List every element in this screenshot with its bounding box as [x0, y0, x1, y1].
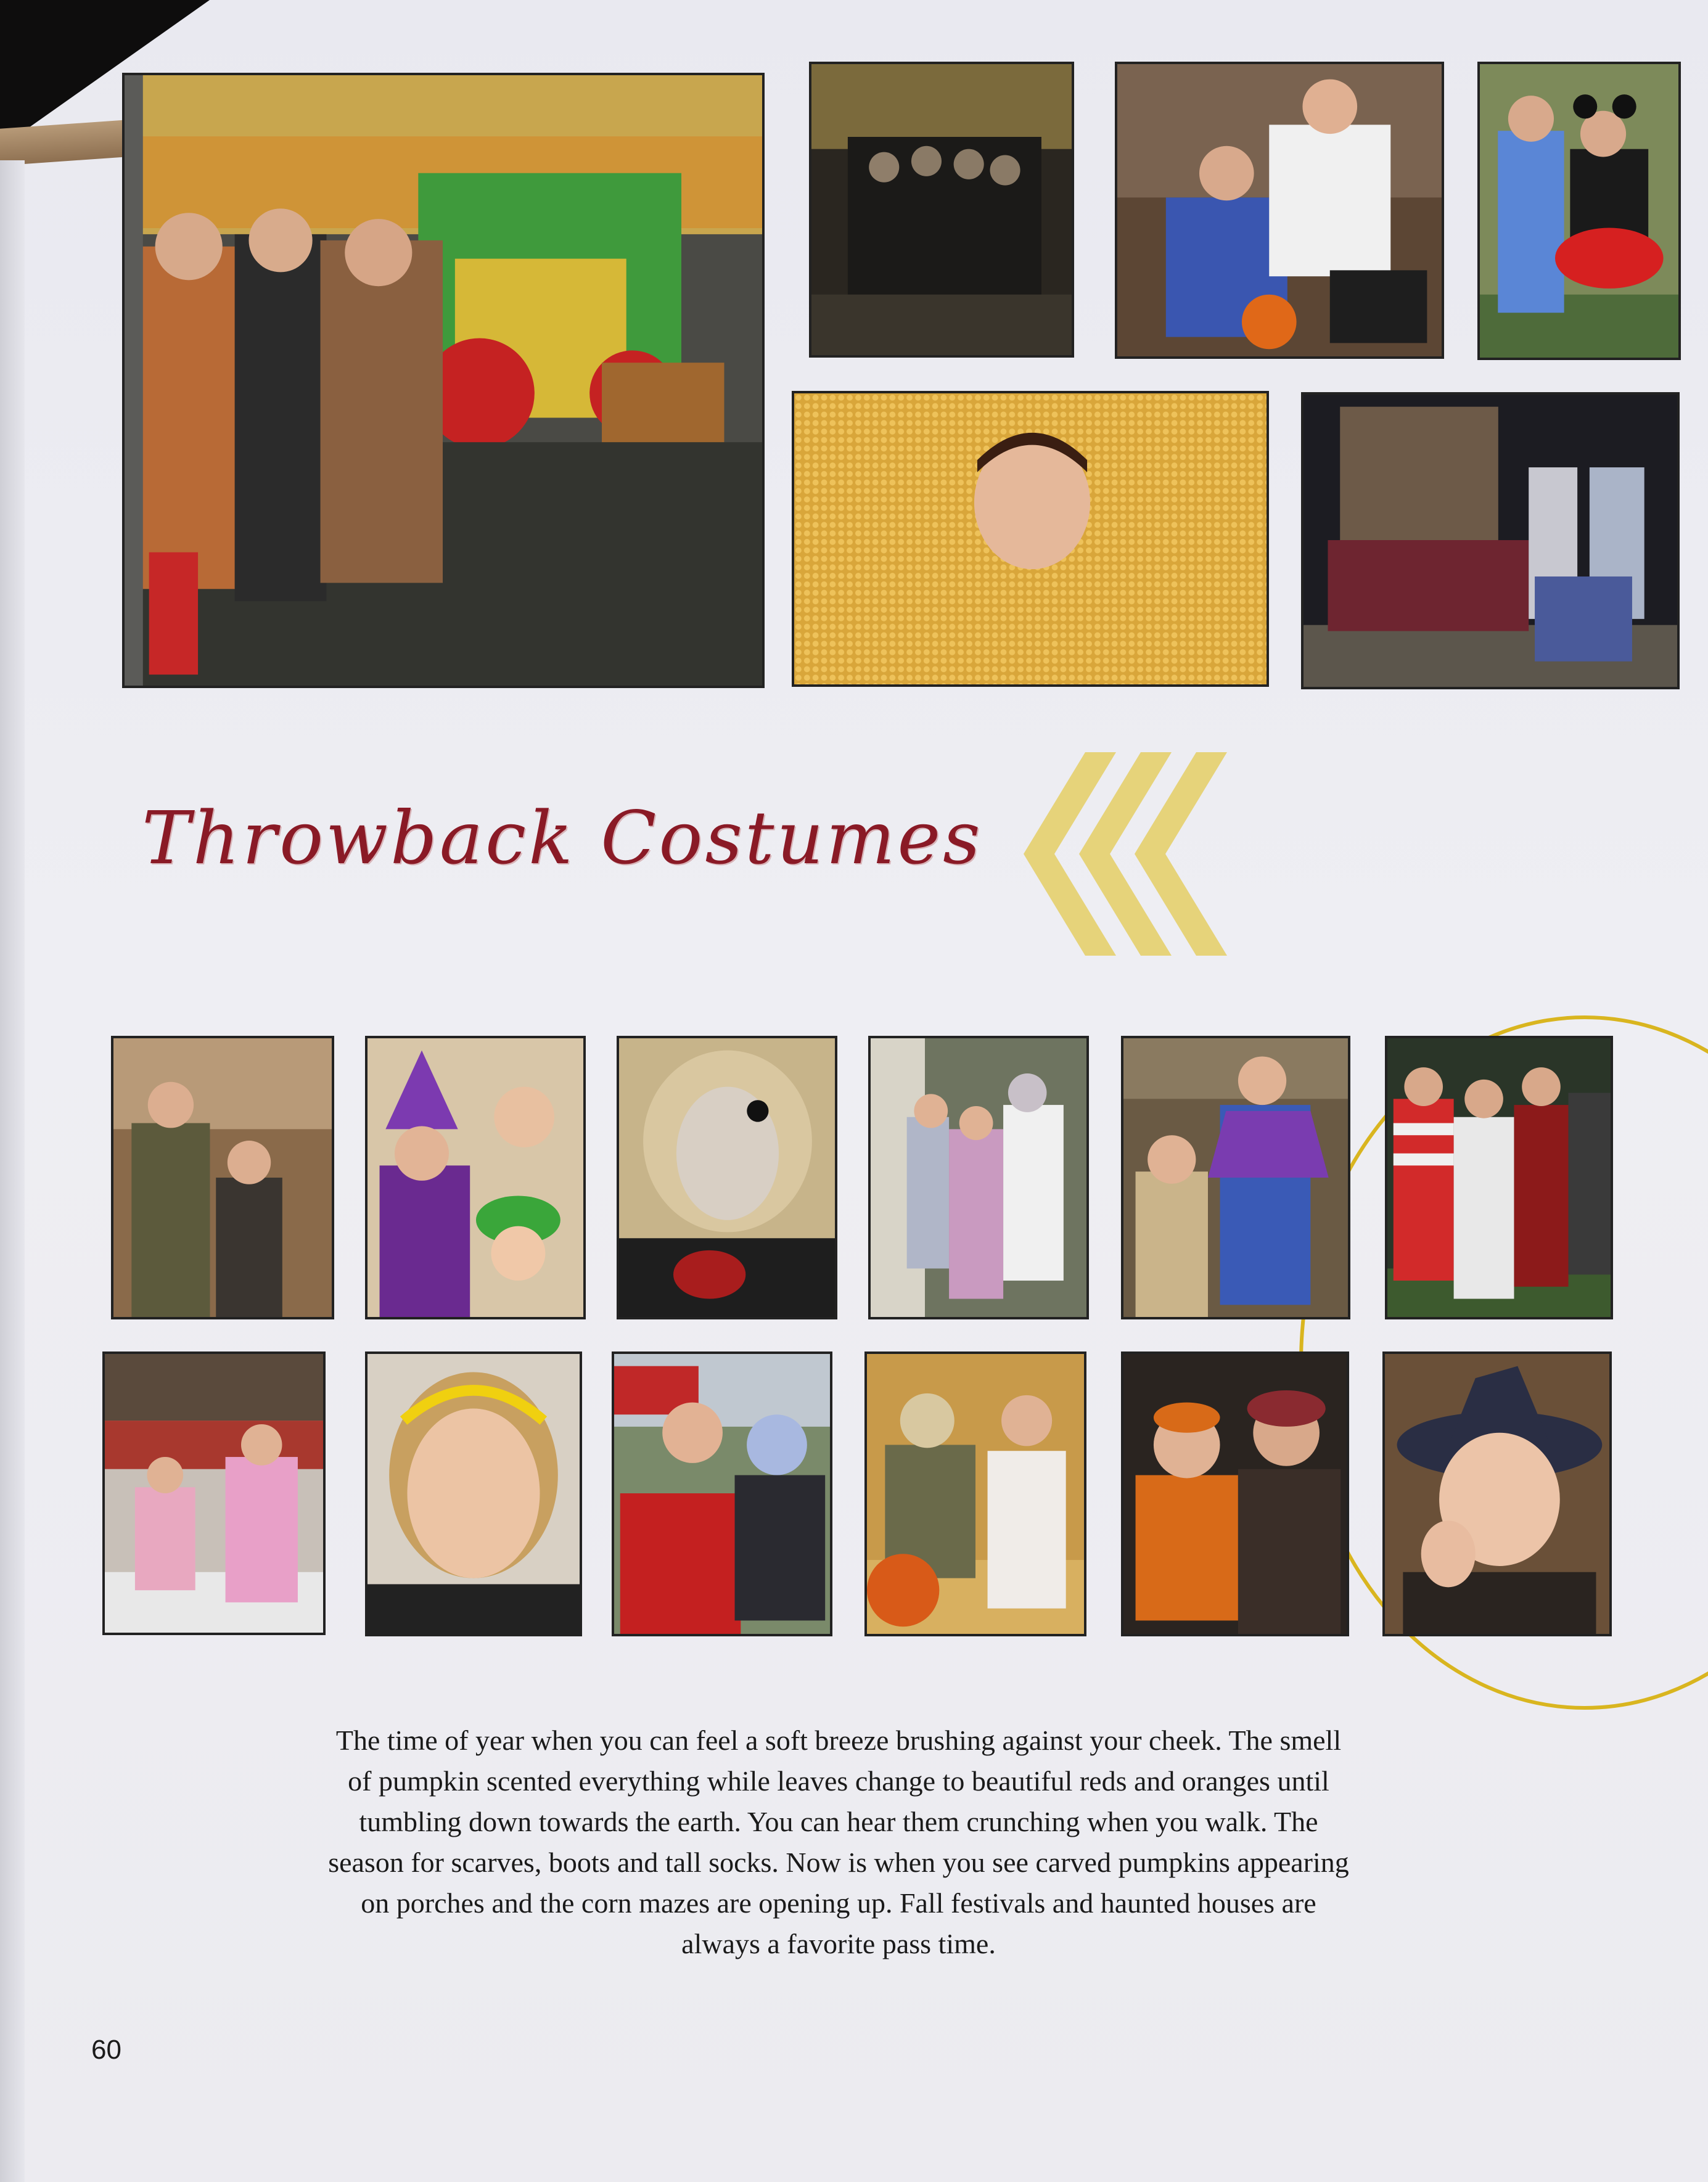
photo-throwback-row2-3-image: [614, 1354, 830, 1634]
photo-throwback-row2-5-image: [1123, 1354, 1347, 1634]
photo-group-dark-room: [809, 62, 1074, 358]
photo-group-porch-night-image: [1304, 395, 1677, 687]
photo-wizard-of-oz-trunk-image: [125, 75, 762, 686]
photo-throwback-row1-2: [365, 1036, 586, 1319]
photo-throwback-row1-2-image: [367, 1038, 583, 1317]
page-title: Throwback Costumes: [142, 795, 983, 880]
photo-throwback-row1-5: [1121, 1036, 1350, 1319]
photo-throwback-row1-4: [868, 1036, 1089, 1319]
photo-throwback-row2-2: [365, 1351, 582, 1636]
photo-throwback-row1-3-image: [619, 1038, 835, 1317]
photo-throwback-row1-1-image: [113, 1038, 332, 1317]
photo-throwback-row2-1-image: [105, 1354, 323, 1633]
photo-throwback-row1-6: [1385, 1036, 1613, 1319]
chevron-decoration-icon: [1017, 752, 1252, 956]
page-left-edge: [0, 160, 25, 2182]
photo-wizard-of-oz-trunk: [122, 73, 765, 688]
photo-throwback-row1-6-image: [1387, 1038, 1611, 1317]
photo-throwback-row2-4: [864, 1351, 1086, 1636]
photo-group-porch-night: [1301, 392, 1680, 689]
photo-group-dark-room-image: [811, 64, 1072, 355]
photo-throwback-row1-1: [111, 1036, 334, 1319]
photo-minnie-mouse-costumes: [1477, 62, 1681, 360]
photo-couple-with-pumpkin: [1115, 62, 1444, 359]
photo-throwback-row1-5-image: [1123, 1038, 1348, 1317]
photo-couple-with-pumpkin-image: [1117, 64, 1442, 356]
photo-throwback-row2-1: [102, 1351, 326, 1635]
photo-throwback-row2-4-image: [867, 1354, 1084, 1634]
photo-throwback-row2-3: [612, 1351, 832, 1636]
photo-minnie-mouse-costumes-image: [1480, 64, 1678, 358]
photo-throwback-row2-6: [1382, 1351, 1612, 1636]
page-number: 60: [91, 2035, 121, 2065]
photo-throwback-row1-4-image: [871, 1038, 1086, 1317]
photo-throwback-row2-2-image: [367, 1354, 580, 1634]
article-body-text: The time of year when you can feel a soft breeze brushing against your cheek. The smell of pumpkin scented everything while leaves change to beautiful reds and oranges until tumbling down towards the earth. You can hear them crunching when you walk. The season for scarves, boots and tall socks. Now is when you see carved pumpkins appearing on porches and the corn mazes are opening up. Fall festivals and haunted houses are always a favorite pass time.: [328, 1725, 1349, 1959]
photo-corn-pit-face-image: [794, 393, 1267, 684]
photo-corn-pit-face: [792, 391, 1269, 687]
photo-throwback-row1-3: [617, 1036, 837, 1319]
photo-throwback-row2-5: [1121, 1351, 1349, 1636]
photo-throwback-row2-6-image: [1385, 1354, 1609, 1634]
